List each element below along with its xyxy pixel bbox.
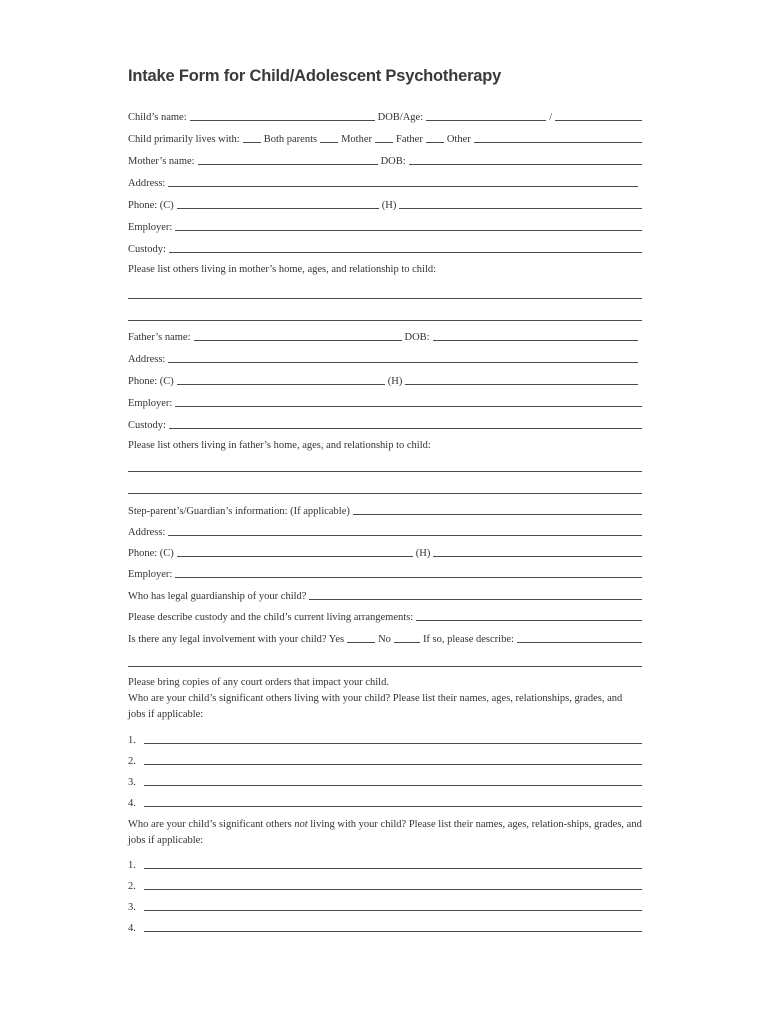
child-name-row <box>128 108 642 124</box>
guardian-phone-h-field[interactable] <box>433 555 642 557</box>
mother-others-line-2[interactable] <box>128 320 642 321</box>
mother-name-row <box>128 152 642 168</box>
legal-involvement-label: Is there any legal involvement with your child? Yes <box>128 634 345 645</box>
father-name-field[interactable] <box>194 339 402 341</box>
child-name-field[interactable] <box>190 119 375 121</box>
mother-option-label: Mother <box>341 134 372 145</box>
guardian-info-label: Step-parent’s/Guardian’s information: (If applicable) <box>128 506 350 517</box>
significant-living-field-1[interactable] <box>144 742 642 744</box>
custody-describe-row <box>128 608 642 624</box>
guardian-info-field[interactable] <box>353 513 642 515</box>
significant-living-field-2[interactable] <box>144 763 642 765</box>
other-option-label: Other <box>446 134 471 145</box>
father-employer-label: Employer: <box>128 398 173 409</box>
father-phone-row <box>128 372 638 388</box>
mother-address-row <box>128 174 638 190</box>
question-emphasis: not <box>294 819 308 830</box>
mother-blank[interactable] <box>320 141 338 143</box>
guardian-employer-field[interactable] <box>175 576 642 578</box>
mother-custody-label: Custody: <box>128 244 166 255</box>
father-phone-c-field[interactable] <box>177 383 385 385</box>
child-dob-field[interactable] <box>426 119 546 121</box>
mother-phone-h-field[interactable] <box>399 207 642 209</box>
custody-describe-label: Please describe custody and the child’s current living arrangements: <box>128 612 414 623</box>
significant-living-item <box>128 731 642 747</box>
legal-involvement-row <box>128 630 642 646</box>
father-phone-h-label: (H) <box>387 376 403 387</box>
guardian-employer-label: Employer: <box>128 569 173 580</box>
significant-not-living-field-2[interactable] <box>144 888 642 890</box>
father-phone-c-label: Phone: (C) <box>128 376 174 387</box>
father-address-field[interactable] <box>168 361 638 363</box>
guardian-employer-row <box>128 565 642 581</box>
legal-guardianship-row <box>128 587 642 603</box>
father-phone-h-field[interactable] <box>405 383 638 385</box>
mother-phone-c-field[interactable] <box>177 207 379 209</box>
legal-guardianship-label: Who has legal guardianship of your child? <box>128 591 307 602</box>
legal-yes-blank[interactable] <box>347 641 375 643</box>
child-age-field[interactable] <box>555 119 642 121</box>
legal-no-label: No <box>378 634 391 645</box>
father-others-line-2[interactable] <box>128 493 642 494</box>
father-others-label: Please list others living in father’s home, ages, and relationship to child: <box>128 440 431 451</box>
child-name-label: Child’s name: <box>128 112 187 123</box>
father-custody-row <box>128 416 642 432</box>
mother-name-field[interactable] <box>198 163 378 165</box>
item-number: 2. <box>128 881 136 892</box>
mother-custody-row <box>128 240 642 256</box>
father-custody-field[interactable] <box>169 427 642 429</box>
mother-employer-field[interactable] <box>175 229 642 231</box>
child-lives-with-row <box>128 130 642 146</box>
item-number: 4. <box>128 798 136 809</box>
significant-living-item <box>128 773 642 789</box>
significant-living-item <box>128 794 642 810</box>
significant-living-question: Who are your child’s significant others living with your child? Please list their names, ages, relationships, grades, and jobs if applicable: <box>128 693 623 720</box>
mother-dob-label: DOB: <box>380 156 406 167</box>
father-employer-field[interactable] <box>175 405 642 407</box>
father-option-label: Father <box>396 134 423 145</box>
guardian-phone-c-label: Phone: (C) <box>128 548 174 559</box>
significant-not-living-question <box>128 817 642 849</box>
item-number: 1. <box>128 860 136 871</box>
guardian-info-row <box>128 502 642 518</box>
mother-others-label: Please list others living in mother’s home, ages, and relationship to child: <box>128 264 437 275</box>
court-orders-text: Please bring copies of any court orders that impact your child. <box>128 677 389 688</box>
legal-describe-line-2[interactable] <box>128 666 642 667</box>
significant-not-living-item <box>128 856 642 872</box>
item-number: 3. <box>128 902 136 913</box>
father-blank[interactable] <box>375 141 393 143</box>
guardian-phone-row <box>128 544 642 560</box>
guardian-phone-h-label: (H) <box>415 548 431 559</box>
mother-phone-c-label: Phone: (C) <box>128 200 174 211</box>
father-address-row <box>128 350 638 366</box>
mother-address-field[interactable] <box>168 185 638 187</box>
mother-employer-row <box>128 218 642 234</box>
significant-not-living-field-4[interactable] <box>144 930 642 932</box>
child-dob-label: DOB/Age: <box>377 112 424 123</box>
question-part-1: Who are your child’s significant others <box>128 819 295 830</box>
father-employer-row <box>128 394 642 410</box>
significant-not-living-item <box>128 919 642 935</box>
item-number: 2. <box>128 756 136 767</box>
custody-describe-field[interactable] <box>416 619 642 621</box>
legal-guardianship-field[interactable] <box>309 598 642 600</box>
mother-custody-field[interactable] <box>169 251 642 253</box>
both-parents-blank[interactable] <box>243 141 261 143</box>
significant-living-item <box>128 752 642 768</box>
significant-not-living-field-3[interactable] <box>144 909 642 911</box>
mother-address-label: Address: <box>128 178 166 189</box>
if-so-describe-label: If so, please describe: <box>422 634 514 645</box>
father-dob-field[interactable] <box>433 339 638 341</box>
mother-employer-label: Employer: <box>128 222 173 233</box>
dob-age-separator: / <box>549 112 553 123</box>
significant-not-living-item <box>128 898 642 914</box>
mother-others-line-1[interactable] <box>128 298 642 299</box>
father-custody-label: Custody: <box>128 420 166 431</box>
significant-not-living-item <box>128 877 642 893</box>
form-title: Intake Form for Child/Adolescent Psychotherapy <box>128 67 502 85</box>
legal-describe-field[interactable] <box>517 641 642 643</box>
significant-not-living-field-1[interactable] <box>144 867 642 869</box>
other-blank[interactable] <box>426 141 444 143</box>
item-number: 3. <box>128 777 136 788</box>
guardian-address-row <box>128 523 642 539</box>
legal-no-blank[interactable] <box>394 641 420 643</box>
father-name-label: Father’s name: <box>128 332 191 343</box>
other-specify-field[interactable] <box>474 141 642 143</box>
father-others-line-1[interactable] <box>128 471 642 472</box>
mother-dob-field[interactable] <box>409 163 642 165</box>
question-part-2: living with your child? Please list their names, ages, relation-ships, grades, and jobs if applicable: <box>128 819 642 846</box>
guardian-address-label: Address: <box>128 527 166 538</box>
father-dob-label: DOB: <box>404 332 430 343</box>
father-name-row <box>128 328 638 344</box>
item-number: 1. <box>128 735 136 746</box>
guardian-address-field[interactable] <box>168 534 642 536</box>
mother-phone-row <box>128 196 642 212</box>
significant-living-field-4[interactable] <box>144 805 642 807</box>
both-parents-label: Both parents <box>263 134 318 145</box>
lives-with-label: Child primarily lives with: <box>128 134 240 145</box>
item-number: 4. <box>128 923 136 934</box>
mother-phone-h-label: (H) <box>381 200 397 211</box>
mother-name-label: Mother’s name: <box>128 156 195 167</box>
guardian-phone-c-field[interactable] <box>177 555 413 557</box>
father-address-label: Address: <box>128 354 166 365</box>
significant-living-field-3[interactable] <box>144 784 642 786</box>
